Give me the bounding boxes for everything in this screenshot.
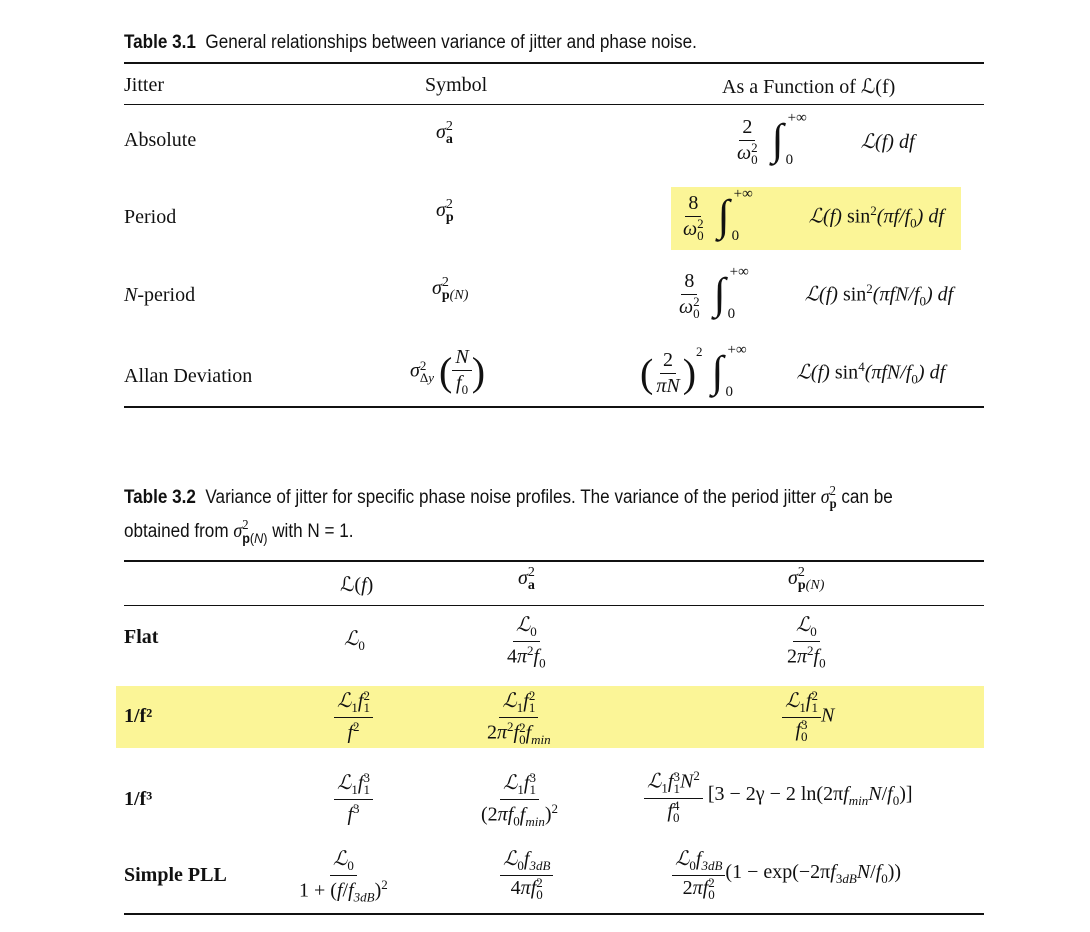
table2-top-rule xyxy=(124,560,984,562)
flat-lf: ℒ$_0$ xyxy=(344,628,365,653)
table2-caption-text-end: with N = 1. xyxy=(272,521,354,542)
formula-allan: ( $\frac{2}{\pi N}$ )$^2$ ∫ +∞ 0 ℒ(f) $\sin^4(\pi fN/f_0)$ df xyxy=(640,342,946,401)
table1-row-label: Period xyxy=(124,206,177,228)
f2-sigma-pn: ℒ$_1$f2 1 f3 0 N xyxy=(782,688,834,744)
table2-caption-line2: obtained from σ2 p(N) with N = 1. xyxy=(124,517,354,546)
formula-period: 8 ω2 0 ∫ +∞ 0 ℒ(f) $\sin^2(\pi f/f_0)$ df xyxy=(683,186,944,244)
table2-caption-label: Table 3.2 xyxy=(124,487,196,508)
f3-sigma-pn: ℒ$_1$f3 $1N^2$ f4 0 [3 − 2γ − 2 $\ln(2\pi f_{min}N/f_0)$] xyxy=(644,768,913,824)
formula-absolute: 2 ω2 0 ∫ +∞ 0 ℒ(f) df xyxy=(737,110,915,168)
pll-lf: $\frac{ℒ_0}{1 + (f/f_{3dB})^2}$ xyxy=(299,848,388,905)
table1-caption-label: Table 3.1 xyxy=(124,32,196,53)
f3-lf: ℒ$_1$f3 1 $f^3$ xyxy=(334,770,373,827)
table2-header-rule xyxy=(124,605,984,606)
table1-bottom-rule xyxy=(124,406,984,408)
table2-caption-text-cont: can be xyxy=(841,487,893,508)
pll-sigma-a: $ℒ_0f_{3dB}$ 4πf2 0 xyxy=(500,846,553,902)
table1-caption-text: General relationships between variance of jitter and phase noise. xyxy=(205,32,697,53)
table2-row-label: 1/f³ xyxy=(124,788,153,810)
pll-sigma-pn: $ℒ_0f_{3dB}$ 2πf2 0 $(1 - \exp(-2\pi f_{3dB}N/f_0))$ xyxy=(672,846,901,902)
table1-row-label: Absolute xyxy=(124,129,197,151)
symbol-sigma-allan: σ2 Δy ( $\frac{N}{f_0}$ ) xyxy=(410,346,486,397)
flat-sigma-pn: $\frac{ℒ_0}{2\pi^2f_0}$ xyxy=(787,614,826,671)
table2-bottom-rule xyxy=(124,913,984,915)
table1-caption xyxy=(124,28,697,58)
table1-header-symbol: Symbol xyxy=(425,74,488,96)
table1-row-label: Allan Deviation xyxy=(124,365,253,387)
f3-sigma-a: ℒ$_1$f3 1 $(2\pi f_0f_{min})^2$ xyxy=(481,770,558,829)
table1-header-function: As a Function of ℒ(f) xyxy=(722,76,896,98)
f2-sigma-a: ℒ$_1$f2 1 $2\pi^2f2$ $0f_{min}$ xyxy=(487,688,551,748)
table1-header-jitter: Jitter xyxy=(124,74,164,96)
formula-nperiod: 8 ω2 0 ∫ +∞ 0 ℒ(f) $\sin^2(\pi fN/f_0)$ df xyxy=(679,264,954,322)
table2-caption-text: Variance of jitter for specific phase noise profiles. The variance of the period jitter xyxy=(205,487,816,508)
table1-header-rule xyxy=(124,104,984,105)
table2-header-sigma-a: σ2 a xyxy=(518,565,535,594)
table2-row-label: Simple PLL xyxy=(124,864,227,886)
table2-caption-line1: Table 3.2 Variance of jitter for specific phase noise profiles. The variance of the period jitter σ2 p can be xyxy=(124,484,893,513)
table2-header-sigma-pn: σ2 p(N) xyxy=(788,565,825,594)
table2-row-label: 1/f² xyxy=(124,705,153,727)
f2-lf: ℒ$_1$f2 1 $f^2$ xyxy=(334,688,373,745)
symbol-sigma-a: σ2 a xyxy=(436,119,453,148)
flat-sigma-a: $\frac{ℒ_0}{4\pi^2f_0}$ xyxy=(507,614,546,671)
table2-row-label: Flat xyxy=(124,626,159,648)
table1-top-rule xyxy=(124,62,984,64)
table2-caption-text-obtained: obtained from xyxy=(124,521,229,542)
table1-row-label: N-period xyxy=(124,284,196,306)
symbol-sigma-p: σ2 p xyxy=(436,197,454,226)
table2-header-lf: ℒ(f) xyxy=(340,574,374,596)
symbol-sigma-pn: σ2 p(N) xyxy=(432,275,469,304)
